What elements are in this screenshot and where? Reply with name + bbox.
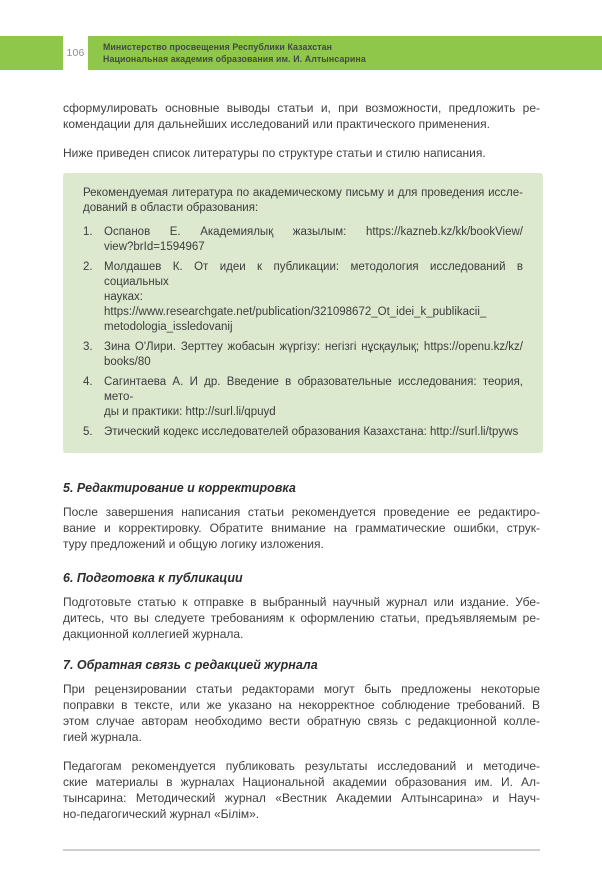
section-paragraph-editing: После завершения написания статьи рекомендуется проведение ее редактиро- вание и корректировку. Обратите внимание на грамматические ошибки, струк- туру предложений и общую логику изложения. — [63, 505, 540, 551]
item-text: Сагинтаева А. И др. Введение в образовательные исследования: теория, мето- ды и практики: http://surl.li/qpuyd — [104, 376, 523, 418]
item-number: 2. — [83, 261, 93, 273]
footer-divider — [63, 849, 540, 851]
list-item — [83, 340, 523, 370]
item-text: Зина О'Лири. Зерттеу жобасын жүргізу: негізгі нұсқаулық; https://openu.kz/kz/ books/80 — [104, 341, 523, 368]
literature-box — [63, 173, 543, 453]
header-bar — [0, 36, 602, 70]
header-academy-line: Национальная академия образования им. И. Алтынсарина — [103, 54, 366, 64]
item-number: 5. — [83, 426, 93, 438]
page-number: 106 — [63, 36, 88, 70]
section-heading-publication-prep: 6. Подготовка к публикации — [63, 571, 243, 585]
item-number: 4. — [83, 376, 93, 388]
page-content — [63, 100, 540, 851]
header-bar-left-segment — [0, 36, 63, 70]
list-item — [83, 375, 523, 420]
header-ministry-line: Министерство просвещения Республики Казахстан — [103, 42, 333, 52]
item-text: Молдашев К. От идеи к публикации: методология исследований в социальных науках: https://www.researchgate.net/publication/321098672_Ot_idei_k_publikacii_ metodologia_issledovanij — [104, 261, 523, 333]
section-heading-editing: 5. Редактирование и корректировка — [63, 481, 296, 495]
closing-paragraph: Педагогам рекомендуется публиковать результаты исследований и методиче- ские материалы в журналах Национальной академии образования им. И. Ал- тынсарина: Методический журнал «Вестник Академии Алтынсарина» и Науч- но-педагогический журнал «Білім». — [63, 759, 540, 821]
literature-list — [83, 225, 523, 440]
literature-box-intro: Рекомендуемая литература по академическому письму и для проведения иссле- дований в области образования: — [83, 187, 523, 214]
item-number: 1. — [83, 226, 93, 238]
paragraph-conclusions: сформулировать основные выводы статьи и, при возможности, предложить ре- комендации для дальнейших исследований или практического применения. — [63, 101, 540, 131]
document-page — [0, 36, 602, 886]
section-paragraph-publication-prep: Подготовьте статью к отправке в выбранный научный журнал или издание. Убе- дитесь, что вы следуете требованиям к оформлению статьи, предъявляемым ре- дакционной коллегией журнала. — [63, 595, 540, 641]
item-text: Этический кодекс исследователей образования Казахстана: http://surl.li/tpyws — [104, 426, 519, 438]
header-bar-right-segment — [88, 36, 602, 70]
section-paragraph-editorial-feedback: При рецензировании статьи редакторами могут быть предложены некоторые поправки в тексте, или же указано на некорректное соблюдение требований. В этом случае авторам необходимо вести обратную связь с редакционной колле- гией журнала. — [63, 682, 540, 744]
item-text: Оспанов Е. Академиялық жазылым: https://kazneb.kz/kk/bookView/ view?brId=1594967 — [104, 226, 523, 253]
list-item — [83, 260, 523, 335]
section-heading-editorial-feedback: 7. Обратная связь с редакцией журнала — [63, 658, 318, 672]
list-item — [83, 425, 523, 440]
paragraph-list-intro: Ниже приведен список литературы по структуре статьи и стилю написания. — [63, 146, 486, 160]
item-number: 3. — [83, 341, 93, 353]
list-item — [83, 225, 523, 255]
